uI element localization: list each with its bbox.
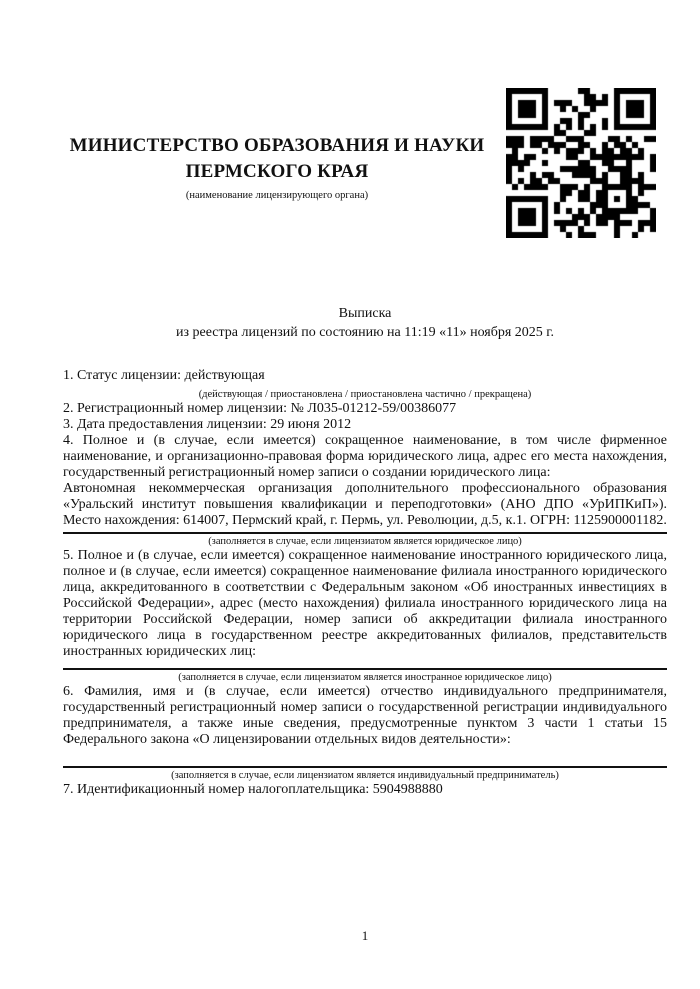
document-body <box>63 368 667 798</box>
item-7-taxpayer-id <box>63 782 667 798</box>
page-number: 1 <box>361 928 369 943</box>
item-5-caption: (заполняется в случае, если лицензиатом является иностранное юридическое лицо) <box>178 672 552 683</box>
item-4-caption: (заполняется в случае, если лицензиатом является юридическое лицо) <box>208 536 522 547</box>
item-3-license-grant-date <box>63 417 667 433</box>
item-3-text: 3. Дата предоставления лицензии: 29 июня 2012 <box>63 417 352 432</box>
item-6-label: 6. Фамилия, имя и (в случае, если имеется) отчество индивидуального предпринимателя, государственный регистрационный номер записи о государственной регистрации индивидуального предпринимателя, а также иные сведения, предусмотренные пунктом 3 части 1 статьи 15 Федерального закона «О лицензировании отдельных видов деятельности»: <box>63 684 667 747</box>
item-1-caption: (действующая / приостановлена / приостановлена частично / прекращена) <box>198 389 532 400</box>
item-5-foreign-legal-entity <box>63 548 667 684</box>
item-2-text: 2. Регистрационный номер лицензии: № Л035-01212-59/00386077 <box>63 401 457 416</box>
item-6-individual-entrepreneur <box>63 684 667 782</box>
item-7-text: 7. Идентификационный номер налогоплательщика: 5904988880 <box>63 782 443 797</box>
item-1-text: 1. Статус лицензии: действующая <box>63 368 265 383</box>
item-4-legal-entity <box>63 433 667 548</box>
item-5-fill-line <box>63 668 667 670</box>
item-6-caption: (заполняется в случае, если лицензиатом является индивидуальный предприниматель) <box>171 770 559 781</box>
item-2-registration-number <box>63 401 667 417</box>
ministry-name-caption: (наименование лицензирующего органа) <box>185 190 369 201</box>
item-6-empty-field <box>63 748 667 766</box>
document-title-block <box>63 305 667 342</box>
item-4-fill-line <box>63 532 667 534</box>
document-subtitle: из реестра лицензий по состоянию на 11:19 «11» ноября 2025 г. <box>176 324 554 340</box>
item-5-label: 5. Полное и (в случае, если имеется) сокращенное наименование иностранного юридического лица, полное и (в случае, если имеется) сокращенное наименование филиала иностранного юридического лица, аккредитованного в соответствии с Федеральным законом «Об иностранных инвестициях в Российской Федерации», адрес (место нахождения) филиала иностранного юридического лица на территории Российской Федерации, номер записи об аккредитации филиала иностранного юридического лица в государственном реестре аккредитованных филиалов, представительств иностранных юридических лиц: <box>63 548 667 659</box>
qr-code-icon <box>506 88 656 238</box>
ministry-name: МИНИСТЕРСТВО ОБРАЗОВАНИЯ И НАУКИ ПЕРМСКОГО КРАЯ <box>69 135 485 182</box>
item-4-value: Автономная некоммерческая организация дополнительного профессионального образования «Уральский институт повышения квалификации и переподготовки» (АНО ДПО «УрИПКиП»). Место нахождения: 614007, Пермский край, г. Пермь, ул. Революции, д.5, к.1. ОГРН: 1125900001182. <box>63 481 667 528</box>
licensing-authority-header <box>63 133 491 202</box>
item-1-license-status <box>63 368 667 401</box>
item-6-fill-line <box>63 766 667 768</box>
item-4-label: 4. Полное и (в случае, если имеется) сокращенное наименование, в том числе фирменное наименование, и организационно-правовая форма юридического лица, адрес его места нахождения, государственный регистрационный номер записи о создании юридического лица: <box>63 433 667 480</box>
document-title: Выписка <box>338 306 392 321</box>
item-5-empty-field <box>63 660 667 668</box>
